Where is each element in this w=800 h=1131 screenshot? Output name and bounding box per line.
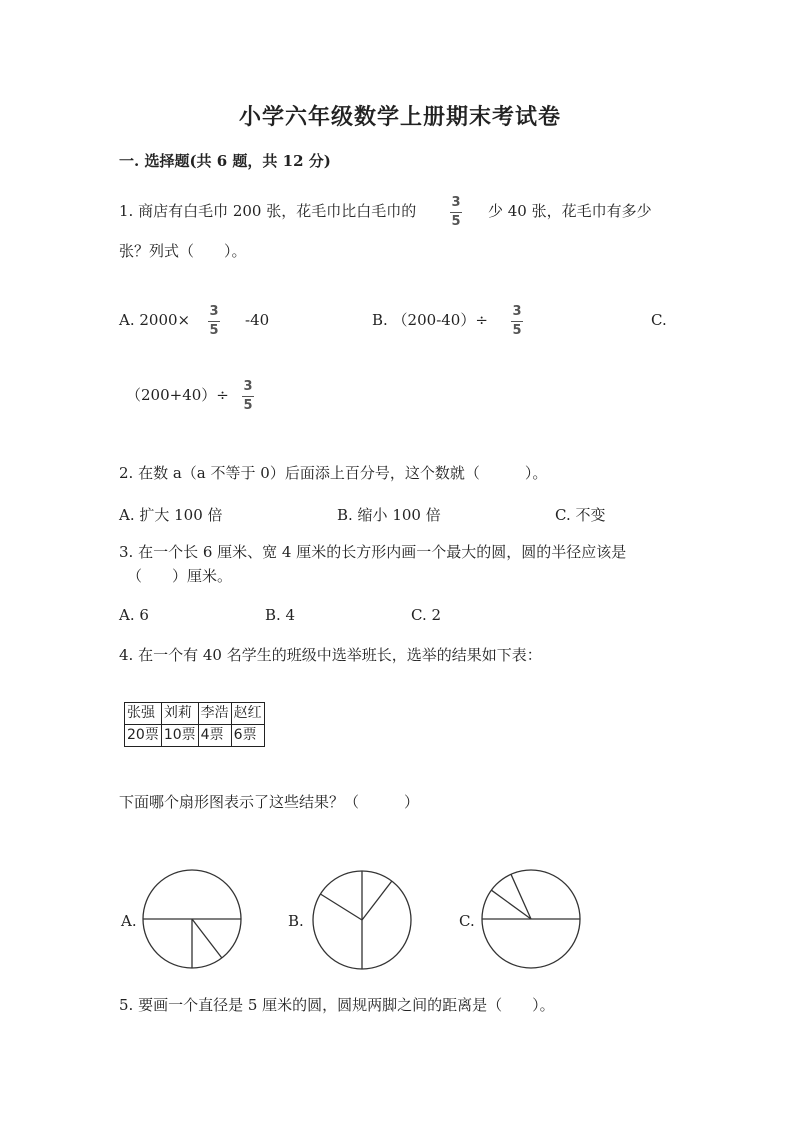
table-row [125, 703, 265, 725]
q1-fraction [450, 196, 462, 229]
page-title: 小学六年级数学上册期末考试卷 [238, 104, 561, 130]
vote-table [124, 702, 265, 747]
q3-option-b: B. 4 [265, 606, 296, 624]
q5-stem: 5. 要画一个直径是 5 厘米的圆，圆规两脚之间的距离是（ ）。 [119, 996, 555, 1014]
q1-stem-line2: 张？列式（ ）。 [119, 242, 247, 260]
q1-option-c-label: C. [651, 311, 667, 329]
fraction-denominator: 5 [243, 398, 253, 413]
q1-option-b-fraction [511, 305, 523, 338]
q3-option-a: A. 6 [119, 606, 149, 624]
q2-option-b: B. 缩小 100 倍 [337, 506, 441, 524]
q2-option-c: C. 不变 [555, 506, 606, 524]
fraction-denominator: 5 [209, 323, 219, 338]
q1-stem-part1: 1. 商店有白毛巾 200 张，花毛巾比白毛巾的 [119, 202, 417, 220]
q1-option-c-fraction [242, 380, 254, 413]
fraction-numerator: 3 [243, 379, 253, 394]
table-row [125, 725, 265, 747]
fraction-bar [511, 321, 523, 322]
table-cell-name: 张强 [125, 703, 162, 725]
q2-stem: 2. 在数 a（a 不等于 0）后面添上百分号，这个数就（ ）。 [119, 464, 548, 482]
q4-question: 下面哪个扇形图表示了这些结果？（ ） [119, 793, 420, 811]
q4-option-c-label: C. [459, 912, 475, 930]
table-cell-votes: 20票 [125, 725, 162, 747]
q1-option-a-suffix: -40 [245, 311, 270, 329]
table-cell-votes: 6票 [231, 725, 264, 747]
q1-option-b-prefix: B. （200-40）÷ [372, 311, 488, 329]
table-cell-votes: 4票 [198, 725, 231, 747]
fraction-numerator: 3 [512, 304, 522, 319]
pie-chart-c [479, 867, 583, 971]
pie-chart-b [310, 868, 414, 972]
pie-sector-line [192, 919, 222, 958]
q4-option-a-label: A. [121, 912, 137, 930]
fraction-bar [208, 321, 220, 322]
pie-sector-line [362, 881, 392, 920]
q2-option-a: A. 扩大 100 倍 [119, 506, 223, 524]
table-cell-name: 赵红 [231, 703, 264, 725]
table-cell-name: 刘莉 [161, 703, 198, 725]
fraction-denominator: 5 [451, 214, 461, 229]
q4-stem: 4. 在一个有 40 名学生的班级中选举班长，选举的结果如下表： [119, 646, 542, 664]
pie-chart-a [140, 867, 244, 971]
fraction-denominator: 5 [512, 323, 522, 338]
q3-option-c: C. 2 [411, 606, 442, 624]
q4-option-b-label: B. [288, 912, 304, 930]
q1-option-a-fraction [208, 305, 220, 338]
fraction-bar [242, 396, 254, 397]
fraction-numerator: 3 [451, 195, 461, 210]
section-heading: 一. 选择题(共 6 题，共 12 分) [119, 152, 331, 170]
q1-option-a-prefix: A. 2000× [119, 311, 191, 329]
table-cell-votes: 10票 [161, 725, 198, 747]
fraction-bar [450, 212, 462, 213]
pie-sector-line [320, 894, 362, 920]
q3-stem-line2: （ ）厘米。 [127, 567, 233, 585]
q1-stem-part2: 少 40 张，花毛巾有多少 [488, 202, 652, 220]
q1-option-c-expression: （200+40）÷ [126, 386, 229, 404]
q3-stem-line1: 3. 在一个长 6 厘米、宽 4 厘米的长方形内画一个最大的圆，圆的半径应该是 [119, 543, 627, 561]
table-cell-name: 李浩 [198, 703, 231, 725]
fraction-numerator: 3 [209, 304, 219, 319]
